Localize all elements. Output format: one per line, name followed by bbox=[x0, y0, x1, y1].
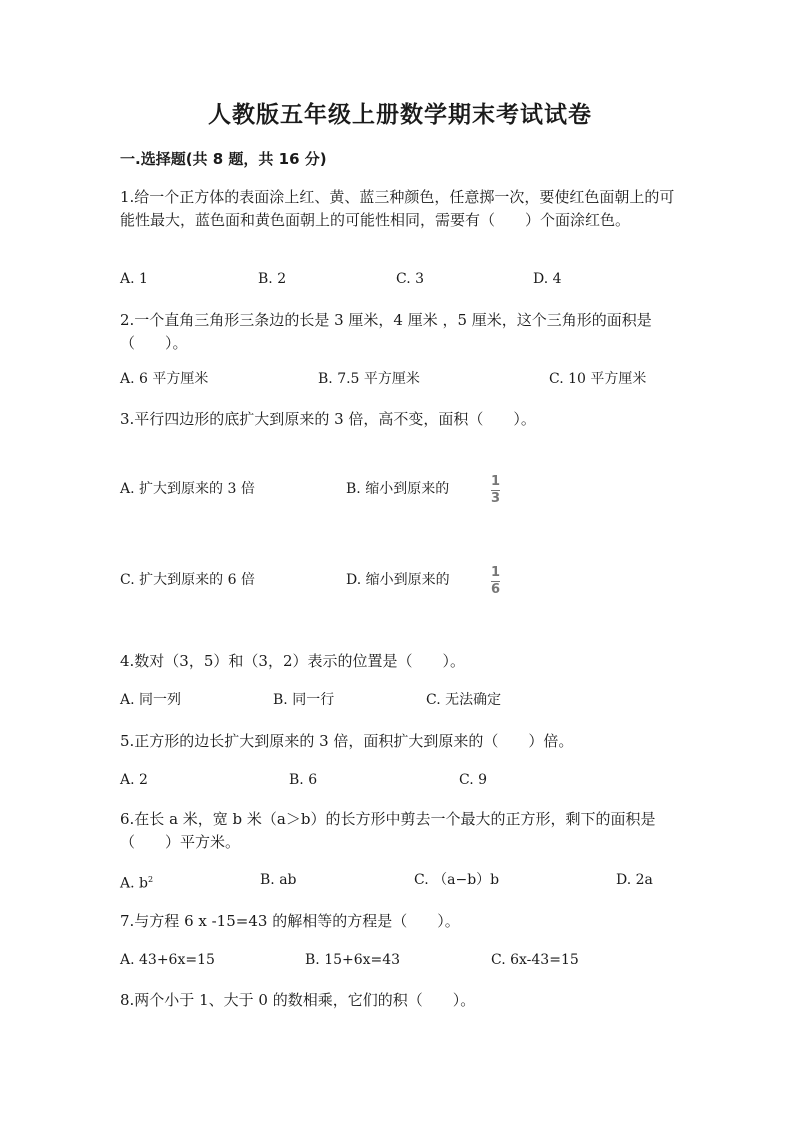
q2-option-b[interactable]: B. 7.5 平方厘米 bbox=[318, 371, 420, 387]
q6-option-b[interactable]: B. ab bbox=[260, 872, 297, 888]
q2-option-c[interactable]: C. 10 平方厘米 bbox=[549, 371, 647, 387]
q5-option-a[interactable]: A. 2 bbox=[120, 772, 148, 788]
q6-option-a-label: A. b bbox=[120, 875, 148, 892]
q1-option-d[interactable]: D. 4 bbox=[533, 271, 562, 287]
q1-option-c[interactable]: C. 3 bbox=[396, 271, 425, 287]
q4-option-b[interactable]: B. 同一行 bbox=[273, 692, 335, 708]
question-2: 2.一个直角三角形三条边的长是 3 厘米，4 厘米 ，5 厘米，这个三角形的面积是（ ）。 bbox=[120, 311, 652, 352]
q3-option-a[interactable]: A. 扩大到原来的 3 倍 bbox=[120, 481, 255, 497]
q7-option-c[interactable]: C. 6x-43=15 bbox=[491, 952, 579, 968]
q6-option-a[interactable] bbox=[120, 870, 153, 894]
question-5: 5.正方形的边长扩大到原来的 3 倍，面积扩大到原来的（ ）倍。 bbox=[120, 732, 574, 750]
question-4: 4.数对（3，5）和（3，2）表示的位置是（ ）。 bbox=[120, 652, 465, 670]
section-heading: 一.选择题(共 8 题，共 16 分) bbox=[120, 150, 327, 168]
fraction-one-sixth bbox=[491, 566, 500, 597]
fraction-numerator: 1 bbox=[491, 565, 501, 580]
q5-option-b[interactable]: B. 6 bbox=[289, 772, 318, 788]
question-6: 6.在长 a 米，宽 b 米（a＞b）的长方形中剪去一个最大的正方形，剩下的面积是（ ）平方米。 bbox=[120, 810, 656, 851]
q6-option-c[interactable]: C. （a−b）b bbox=[414, 872, 500, 888]
q7-option-b[interactable]: B. 15+6x=43 bbox=[305, 952, 401, 968]
fraction-numerator: 1 bbox=[491, 474, 501, 489]
question-1: 1.给一个正方体的表面涂上红、黄、蓝三种颜色，任意掷一次，要使红色面朝上的可能性最大，蓝色面和黄色面朝上的可能性相同，需要有（ ）个面涂红色。 bbox=[120, 188, 675, 229]
q1-option-b[interactable]: B. 2 bbox=[258, 271, 287, 287]
question-7: 7.与方程 6 x -15=43 的解相等的方程是（ ）。 bbox=[120, 912, 460, 930]
fraction-denominator: 6 bbox=[491, 582, 501, 597]
q2-option-a[interactable]: A. 6 平方厘米 bbox=[120, 371, 209, 387]
question-8: 8.两个小于 1、大于 0 的数相乘，它们的积（ ）。 bbox=[120, 991, 476, 1009]
q3-option-c[interactable]: C. 扩大到原来的 6 倍 bbox=[120, 572, 255, 588]
fraction-denominator: 3 bbox=[491, 491, 501, 506]
q5-option-c[interactable]: C. 9 bbox=[459, 772, 488, 788]
superscript-exponent: 2 bbox=[147, 875, 154, 884]
q3-option-b[interactable]: B. 缩小到原来的 bbox=[346, 481, 450, 497]
q6-option-d[interactable]: D. 2a bbox=[616, 872, 653, 888]
q4-option-a[interactable]: A. 同一列 bbox=[120, 692, 182, 708]
q3-option-d[interactable]: D. 缩小到原来的 bbox=[346, 572, 450, 588]
question-3: 3.平行四边形的底扩大到原来的 3 倍，高不变，面积（ ）。 bbox=[120, 410, 536, 428]
q4-option-c[interactable]: C. 无法确定 bbox=[426, 692, 502, 708]
q7-option-a[interactable]: A. 43+6x=15 bbox=[120, 952, 215, 968]
fraction-one-third bbox=[491, 475, 500, 506]
page-title: 人教版五年级上册数学期末考试试卷 bbox=[208, 102, 592, 128]
q1-option-a[interactable]: A. 1 bbox=[120, 271, 148, 287]
